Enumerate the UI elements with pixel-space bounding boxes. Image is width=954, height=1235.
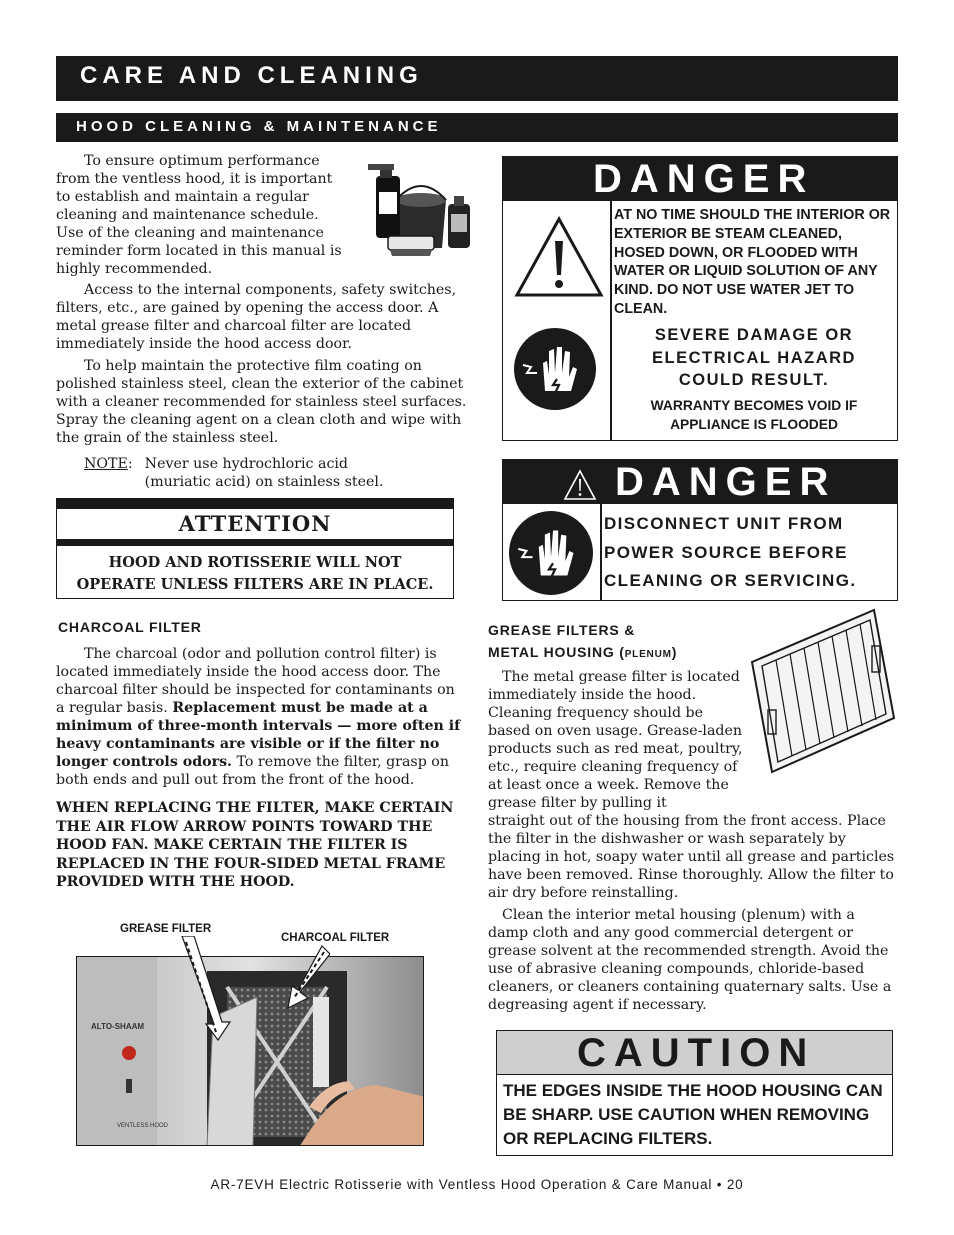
grease-heading: [488, 619, 677, 666]
attention-message: [57, 552, 453, 596]
charcoal-text-bold: Replacement must be made at a minimum of three-month intervals — more often if heavy contaminants are visible or if the filter no longer controls odors.: [56, 700, 461, 770]
cleaning-supplies-illustration: [358, 152, 476, 270]
page-footer: AR-7EVH Electric Rotisserie with Ventless Hood Operation & Care Manual • 20: [210, 1177, 744, 1192]
electric-shock-hand-icon: [513, 327, 597, 411]
attention-box: [56, 498, 454, 599]
charcoal-section: [56, 645, 462, 892]
note-text: Never use hydrochloric acid (muriatic acid) on stainless steel.: [144, 456, 384, 490]
grease-paragraph-wrap: [488, 668, 746, 812]
grease-heading-line-2-main: METAL HOUSING (: [488, 644, 625, 660]
grease-heading-plenum: PLENUM: [624, 649, 672, 660]
attention-line-1: HOOD AND ROTISSERIE WILL NOT: [108, 554, 402, 571]
warranty-line-1: WARRANTY BECOMES VOID IF: [650, 398, 858, 413]
grease-text-1: The metal grease filter is located immediately inside the hood. Cleaning frequency should be based on oven usage. Grease-laden products such as red meat, poultry, etc., require cleaning frequency of at least once a week. Remove the grease filter by pulling it: [488, 669, 743, 811]
danger-box-flooding: [502, 156, 898, 441]
grease-heading-close: ): [671, 644, 678, 660]
intro-paragraphs: [56, 281, 468, 491]
attention-line-2: OPERATE UNLESS FILTERS ARE IN PLACE.: [76, 576, 434, 593]
disconnect-line-1: DISCONNECT UNIT FROM: [604, 514, 844, 533]
note-label: NOTE: [84, 456, 128, 472]
danger-title: DANGER: [593, 157, 815, 201]
page-title: CARE AND CLEANING: [80, 62, 423, 89]
charcoal-paragraph: [56, 645, 462, 789]
intro-paragraph-1: [56, 152, 348, 278]
grease-heading-line-2: [488, 641, 677, 666]
warranty-line-2: APPLIANCE IS FLOODED: [670, 416, 838, 432]
attention-title: ATTENTION: [178, 511, 332, 536]
disconnect-line-3: CLEANING OR SERVICING.: [604, 571, 857, 590]
disconnect-warning: [604, 510, 896, 596]
grease-paragraphs: [488, 812, 898, 1014]
page-title-bar: [56, 56, 898, 101]
photo-model-label: VENTLESS HOOD: [117, 1123, 169, 1129]
warning-triangle-icon: [513, 215, 605, 299]
electric-shock-hand-icon-2: [508, 510, 594, 596]
caution-box: [496, 1030, 893, 1156]
charcoal-text-start: The charcoal (odor and pollution control filter) is located immediately inside the hood access door. The charcoal filter should be inspected for contaminants on a regular basis.: [56, 646, 455, 716]
severe-damage-text: [614, 324, 894, 392]
severe-line-2: ELECTRICAL HAZARD: [652, 348, 856, 367]
grease-text-2: straight out of the housing from the front access. Place the filter in the dishwasher or wash separately by placing in hot, soapy water until all grease and particles have been removed. Rinse thoroughly. Allow the filter to air dry before reinstalling.: [488, 813, 895, 901]
section-header-bar: [56, 113, 898, 142]
intro-text-1: To ensure optimum performance from the ventless hood, it is important to establish and maintain a regular cleaning and maintenance schedule. Use of the cleaning and maintenance reminder form located in this manual is highly recommended.: [56, 153, 342, 277]
caution-title: CAUTION: [577, 1031, 816, 1075]
section-title: HOOD CLEANING & MAINTENANCE: [76, 118, 442, 135]
grease-text-3: Clean the interior metal housing (plenum) with a damp cloth and any good commercial detergent or grease solvent at the recommended strength. Avoid the use of abrasive cleaning compounds, chloride-based cleaners, or cleaners containing quaternary salts. Use a degreasing agent if necessary.: [488, 907, 892, 1013]
disconnect-line-2: POWER SOURCE BEFORE: [604, 542, 848, 562]
intro-text-3: To help maintain the protective film coating on polished stainless steel, clean the exterior of the cabinet with a cleaner recommended for stainless steel surfaces. Spray the cleaning agent on a clean cloth and wipe with the grain of the stainless steel.: [56, 358, 467, 446]
severe-line-1: SEVERE DAMAGE OR: [654, 326, 854, 344]
caution-text: THE EDGES INSIDE THE HOOD HOUSING CAN BE SHARP. USE CAUTION WHEN REMOVING OR REPLACING FILTERS.: [503, 1081, 883, 1148]
charcoal-text-end: To remove the filter, grasp on both ends and pull out from the front of the hood.: [56, 754, 449, 788]
danger-flooding-warning: AT NO TIME SHOULD THE INTERIOR OR EXTERIOR BE STEAM CLEANED, HOSED DOWN, OR FLOODED WITH WATER OR LIQUID SOLUTION OF ANY KIND. DO NOT USE WATER JET TO CLEAN.: [614, 207, 891, 317]
intro-text-2: Access to the internal components, safety switches, filters, etc., are gained by opening the access door. A metal grease filter and charcoal filter are located immediately inside the hood access door.: [56, 282, 457, 352]
photo-brand-label: ALTO-SHAAM: [91, 1022, 145, 1031]
charcoal-heading: CHARCOAL FILTER: [58, 619, 202, 635]
warning-triangle-small-icon: [563, 466, 597, 511]
charcoal-filter-label: CHARCOAL FILTER: [281, 932, 390, 944]
grease-heading-line-1: GREASE FILTERS &: [488, 622, 636, 638]
grease-filter-illustration: [748, 606, 898, 776]
grease-filter-label: GREASE FILTER: [120, 923, 212, 935]
charcoal-replace-warning: WHEN REPLACING THE FILTER, MAKE CERTAIN THE AIR FLOW ARROW POINTS TOWARD THE HOOD FAN. MAKE CERTAIN THE FILTER IS REPLACED IN THE FOUR-SIDED METAL FRAME PROVIDED WITH THE HOOD.: [56, 800, 454, 890]
severe-line-3: COULD RESULT.: [678, 371, 830, 389]
danger-box-disconnect: [502, 459, 898, 601]
note: NOTE : Never use hydrochloric acid (muriatic acid) on stainless steel.: [84, 455, 468, 491]
filter-pointer-arrows: [160, 936, 330, 1046]
warranty-text: [614, 397, 894, 434]
danger-title-2: DANGER: [615, 460, 837, 504]
